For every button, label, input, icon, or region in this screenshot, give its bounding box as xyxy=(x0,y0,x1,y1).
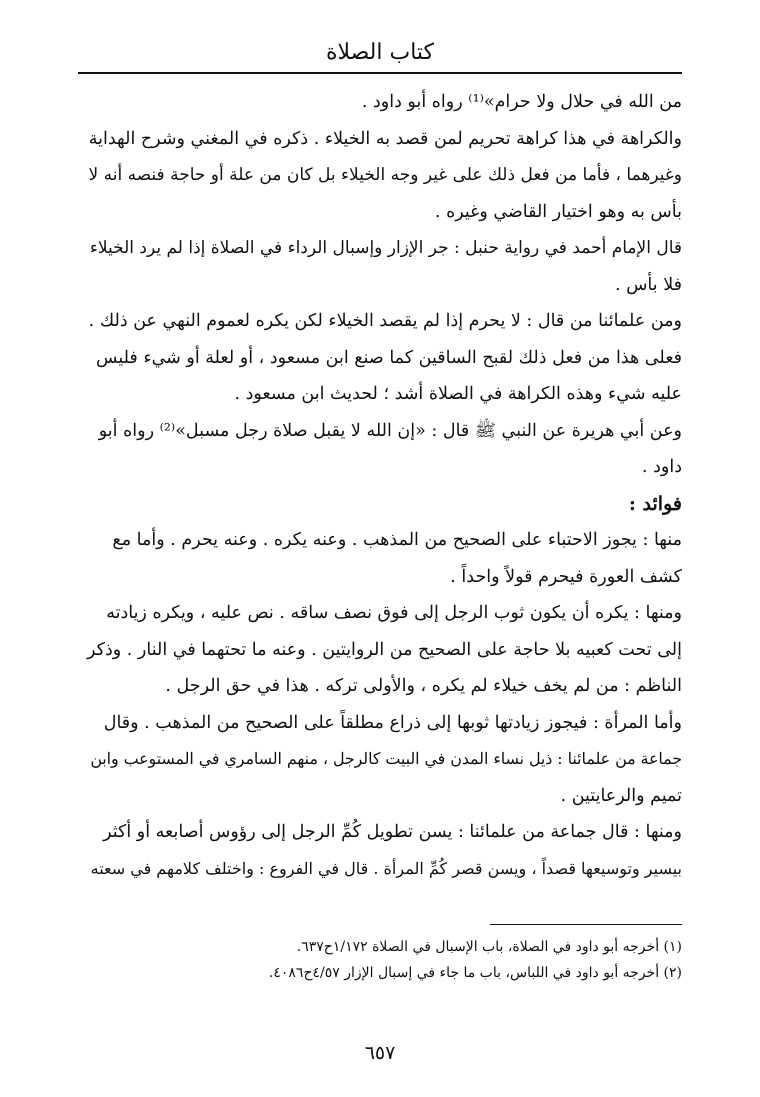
text-line: والكراهة في هذا كراهة تحريم لمن قصد به الخيلاء . ذكره في المغني وشرح الهداية xyxy=(88,128,682,149)
text-line: جماعة من علمائنا : ذيل نساء المدن في البيت كالرجل ، منهم السامري في المستوعب وابن xyxy=(90,749,682,768)
text-line: ومنها : يكره أن يكون ثوب الرجل إلى فوق نصف ساقه . نص عليه ، ويكره زيادته xyxy=(106,603,682,623)
text-line: وأما المرأة : فيجوز زيادتها ثوبها إلى ذراع مطلقاً على الصحيح من المذهب . وقال xyxy=(103,712,682,733)
text-line: فعلى هذا من فعل ذلك لقبح الساقين كما صنع ابن مسعود ، أو لعلة أو شيء فليس xyxy=(96,347,682,368)
text-line: ومنها : قال جماعة من علمائنا : يسن تطويل كُمِّ الرجل إلى رؤوس أصابعه أو أكثر xyxy=(103,822,682,842)
text-line: ومن علمائنا من قال : لا يحرم إذا لم يقصد الخيلاء لكن يكره لعموم النهي عن ذلك . xyxy=(88,311,682,331)
page-number: ٦٥٧ xyxy=(364,1042,396,1064)
text-line: كشف العورة فيحرم قولاً واحداً . xyxy=(450,566,682,587)
body-text xyxy=(84,84,682,887)
text-line: فلا بأس . xyxy=(614,274,682,295)
footnotes xyxy=(84,934,682,986)
running-header: كتاب الصلاة xyxy=(325,40,435,65)
text-line: منها : يجوز الاحتباء على الصحيح من المذهب . وعنه يكره . وعنه يحرم . وأما مع xyxy=(112,530,682,550)
text-line: عليه شيء وهذه الكراهة في الصلاة أشد ؛ لحديث ابن مسعود . xyxy=(234,384,682,404)
text-line: إلى تحت كعبيه بلا حاجة على الصحيح من الروايتين . وعنه ما تحتهما في النار . وذكر xyxy=(87,639,682,660)
header-rule xyxy=(78,72,682,74)
footnote-rule xyxy=(490,924,682,925)
section-heading: فوائد : xyxy=(628,492,682,515)
text-line: وغيرهما ، فأما من فعل ذلك على غير وجه الخيلاء بل كان من علة أو حاجة فنصه أنه لا xyxy=(88,165,682,185)
text-line: بيسير وتوسيعها قصداً ، ويسن قصر كُمِّ المرأة . قال في الفروع : واختلف كلامهم في سعته xyxy=(90,858,682,878)
text-line: داود . xyxy=(641,457,682,477)
text-line: بأس به وهو اختيار القاضي وغيره . xyxy=(434,201,682,222)
text-line: من الله في حلال ولا حرام»⁽¹⁾ رواه أبو داود . xyxy=(361,92,682,112)
text-line: تميم والرعايتين . xyxy=(560,785,682,806)
text-line: وعن أبي هريرة عن النبي ﷺ قال : «إن الله لا يقبل صلاة رجل مسبل»⁽²⁾ رواه أبو xyxy=(98,420,682,441)
text-line: قال الإمام أحمد في رواية حنبل : جر الإزار وإسبال الرداء في الصلاة إذا لم يرد الخيلاء xyxy=(89,238,682,258)
text-line: الناظم : من لم يخف خيلاء لم يكره ، والأولى تركه . هذا في حق الرجل . xyxy=(165,676,682,696)
footnote-2: (٢) أخرجه أبو داود في اللباس، باب ما جاء في إسبال الإزار ٤/٥٧ح٤٠٨٦. xyxy=(268,965,682,981)
footnote-1: (١) أخرجه أبو داود في الصلاة، باب الإسبال في الصلاة ١/١٧٢ح٦٣٧. xyxy=(296,939,682,955)
